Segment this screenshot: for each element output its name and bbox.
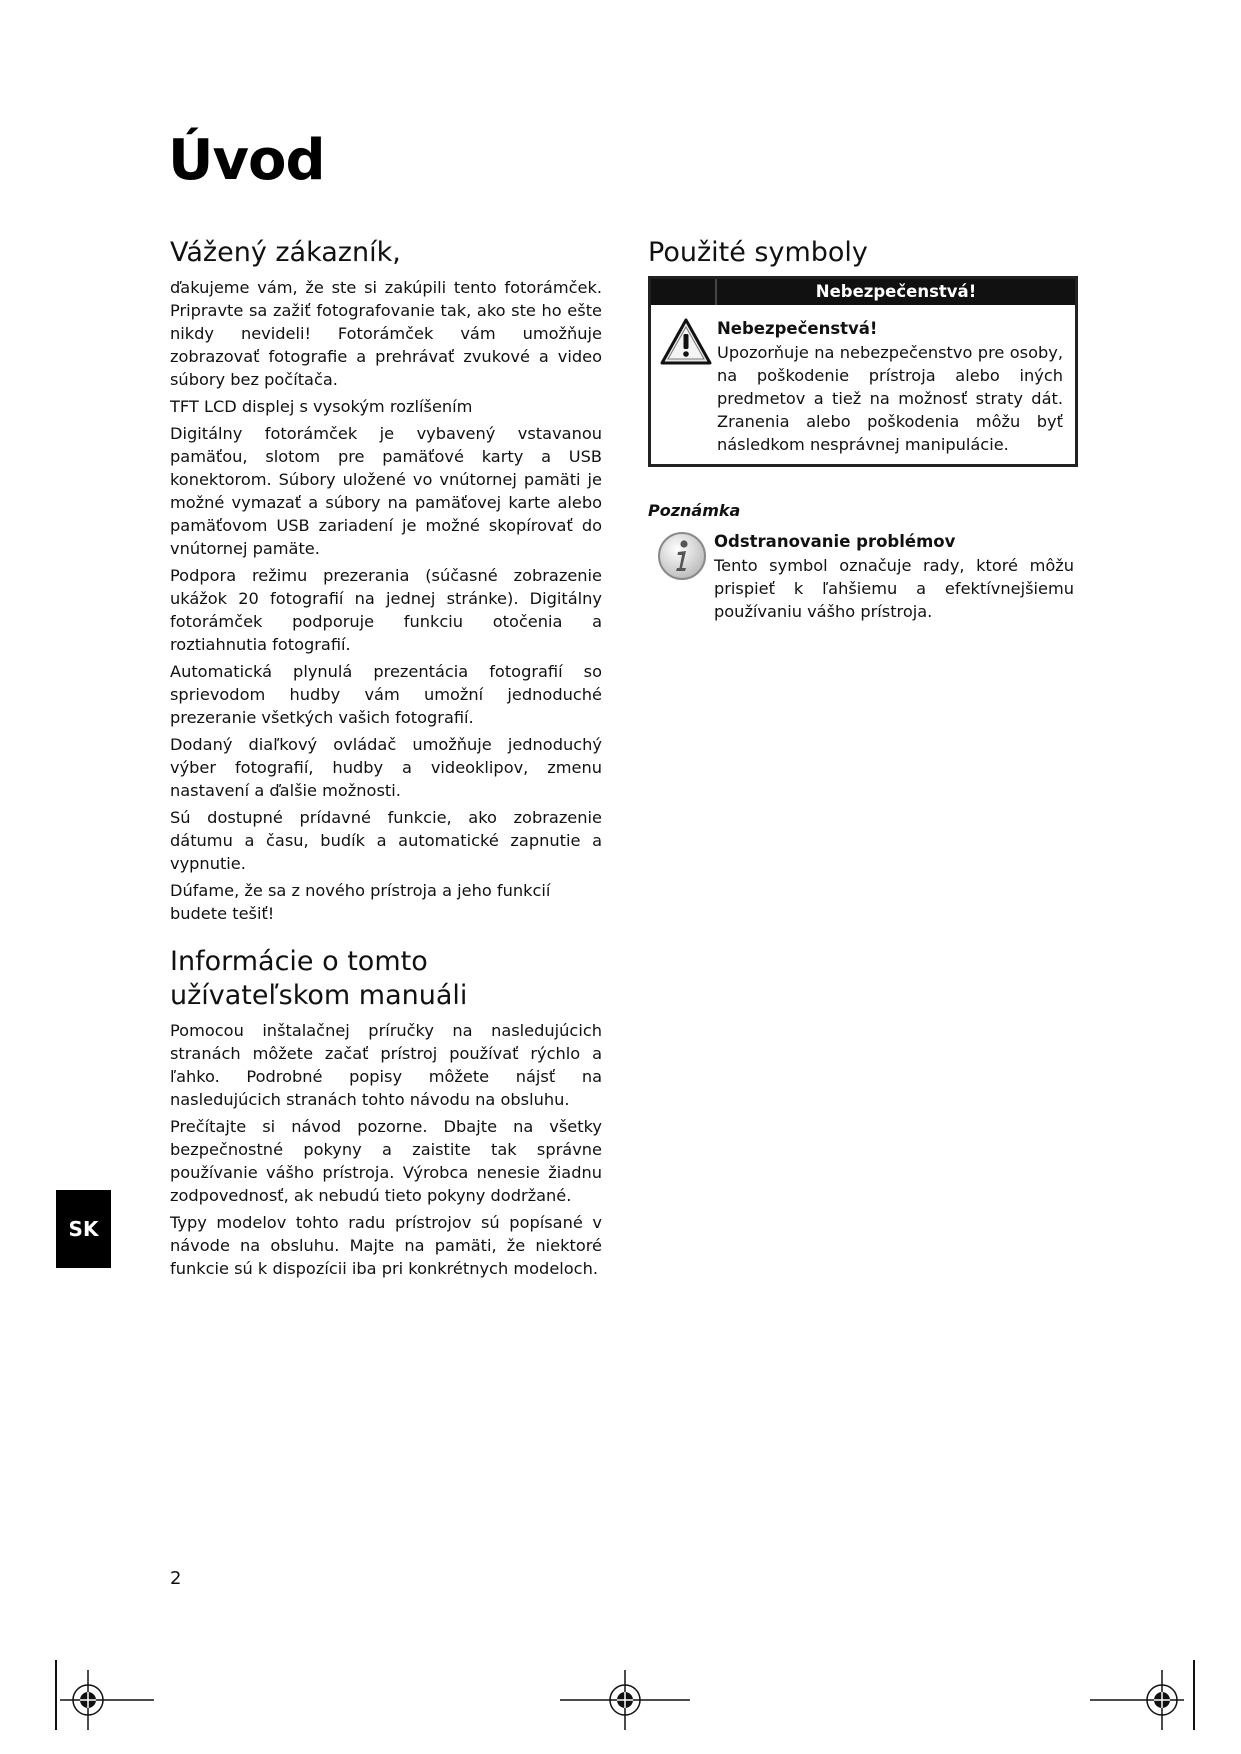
right-column (648, 236, 1086, 623)
note-symbol-text (714, 530, 1074, 623)
paragraph-browse-mode: Podpora režimu prezerania (súčasné zobrazenie ukážok 20 fotografií na jednej stránke). Digitálny fotorámček podporuje funkciu otočenia a roztiahnutia fotografií. (170, 566, 602, 654)
paragraph-memory: Digitálny fotorámček je vybavený vstavanou pamäťou, slotom pre pamäťové karty a USB konektorom. Súbory uložené vo vnútornej pamäti je možné vymazať a súbory na pamäťovej karte alebo pamäťovom USB zariadení je možné skopírovať do vnútornej pamäte. (170, 424, 602, 558)
paragraph-slideshow: Automatická plynulá prezentácia fotografií so sprievodom hudby vám umožní jednoduché prezeranie všetkých vašich fotografií. (170, 662, 602, 727)
note-label: Poznámka (648, 501, 741, 520)
registration-mark-right-icon (1090, 1660, 1200, 1730)
section-heading-manual-info: Informácie o tomto užívateľskom manuáli (170, 946, 468, 1011)
danger-header-text: Nebezpečenstvá! (815, 282, 977, 301)
danger-box (648, 276, 1078, 467)
paragraph-extra-functions: Sú dostupné prídavné funkcie, ako zobrazenie dátumu a času, budík a automatické zapnutie a vypnutie. (170, 808, 602, 873)
section-heading-symbols: Použité symboly (648, 237, 868, 268)
registration-mark-left-icon (50, 1660, 160, 1730)
paragraph-closing: Dúfame, že sa z nového prístroja a jeho funkcií budete tešiť! (170, 881, 551, 923)
section-heading-greeting: Vážený zákazník, (170, 237, 401, 268)
paragraph-read-carefully: Prečítajte si návod pozorne. Dbajte na všetky bezpečnostné pokyny a zaistite tak správne používanie vášho prístroja. Výrobca nenesie žiadnu zodpovednosť, ak nebudú tieto pokyny dodržané. (170, 1117, 602, 1205)
paragraph-install-guide: Pomocou inštalačnej príručky na nasledujúcich stranách môžete začať prístroj používať rýchlo a ľahko. Podrobné popisy môžete nájsť na nasledujúcich stranách tohto návodu na obsluhu. (170, 1021, 602, 1109)
paragraph-model-types: Typy modelov tohto radu prístrojov sú popísané v návode na obsluhu. Majte na pamäti, že niektoré funkcie sú k dispozícii iba pri konkrétnych modeloch. (170, 1213, 602, 1278)
language-tab: SK (56, 1190, 111, 1268)
note-title: Odstranovanie problémov (714, 532, 956, 551)
left-column (170, 236, 602, 1284)
info-icon (656, 530, 714, 623)
note-symbol-row (648, 530, 1086, 623)
paragraph-remote: Dodaný diaľkový ovládač umožňuje jednoduchý výber fotografií, hudby a videoklipov, zmenu nastavení a ďalšie možnosti. (170, 735, 602, 800)
danger-title: Nebezpečenstvá! (717, 319, 878, 338)
page-number: 2 (170, 1568, 182, 1589)
danger-symbol-row (651, 305, 1075, 464)
warning-triangle-icon (659, 317, 717, 456)
paragraph-thanks: ďakujeme vám, že ste si zakúpili tento fotorámček. Pripravte sa zažiť fotografovanie tak, ako ste ho ešte nikdy nevideli! Fotorámček vám umožňuje zobrazovať fotografie a prehrávať zvukové a video súbory bez počítača. (170, 278, 602, 389)
paragraph-display: TFT LCD displej s vysokým rozlíšením (170, 397, 473, 416)
page-title: Úvod (168, 128, 325, 193)
danger-symbol-text (717, 317, 1063, 456)
danger-header-spacer (651, 279, 717, 305)
danger-box-header (651, 279, 1075, 305)
note-description: Tento symbol označuje rady, ktoré môžu prispieť k ľahšiemu a efektívnejšiemu používaniu vášho prístroja. (714, 556, 1074, 621)
registration-mark-center-icon (560, 1660, 690, 1730)
danger-description: Upozorňuje na nebezpečenstvo pre osoby, na poškodenie prístroja alebo iných predmetov a tiež na možnosť straty dát. Zranenia alebo poškodenia môžu byť následkom nesprávnej manipulácie. (717, 343, 1063, 454)
